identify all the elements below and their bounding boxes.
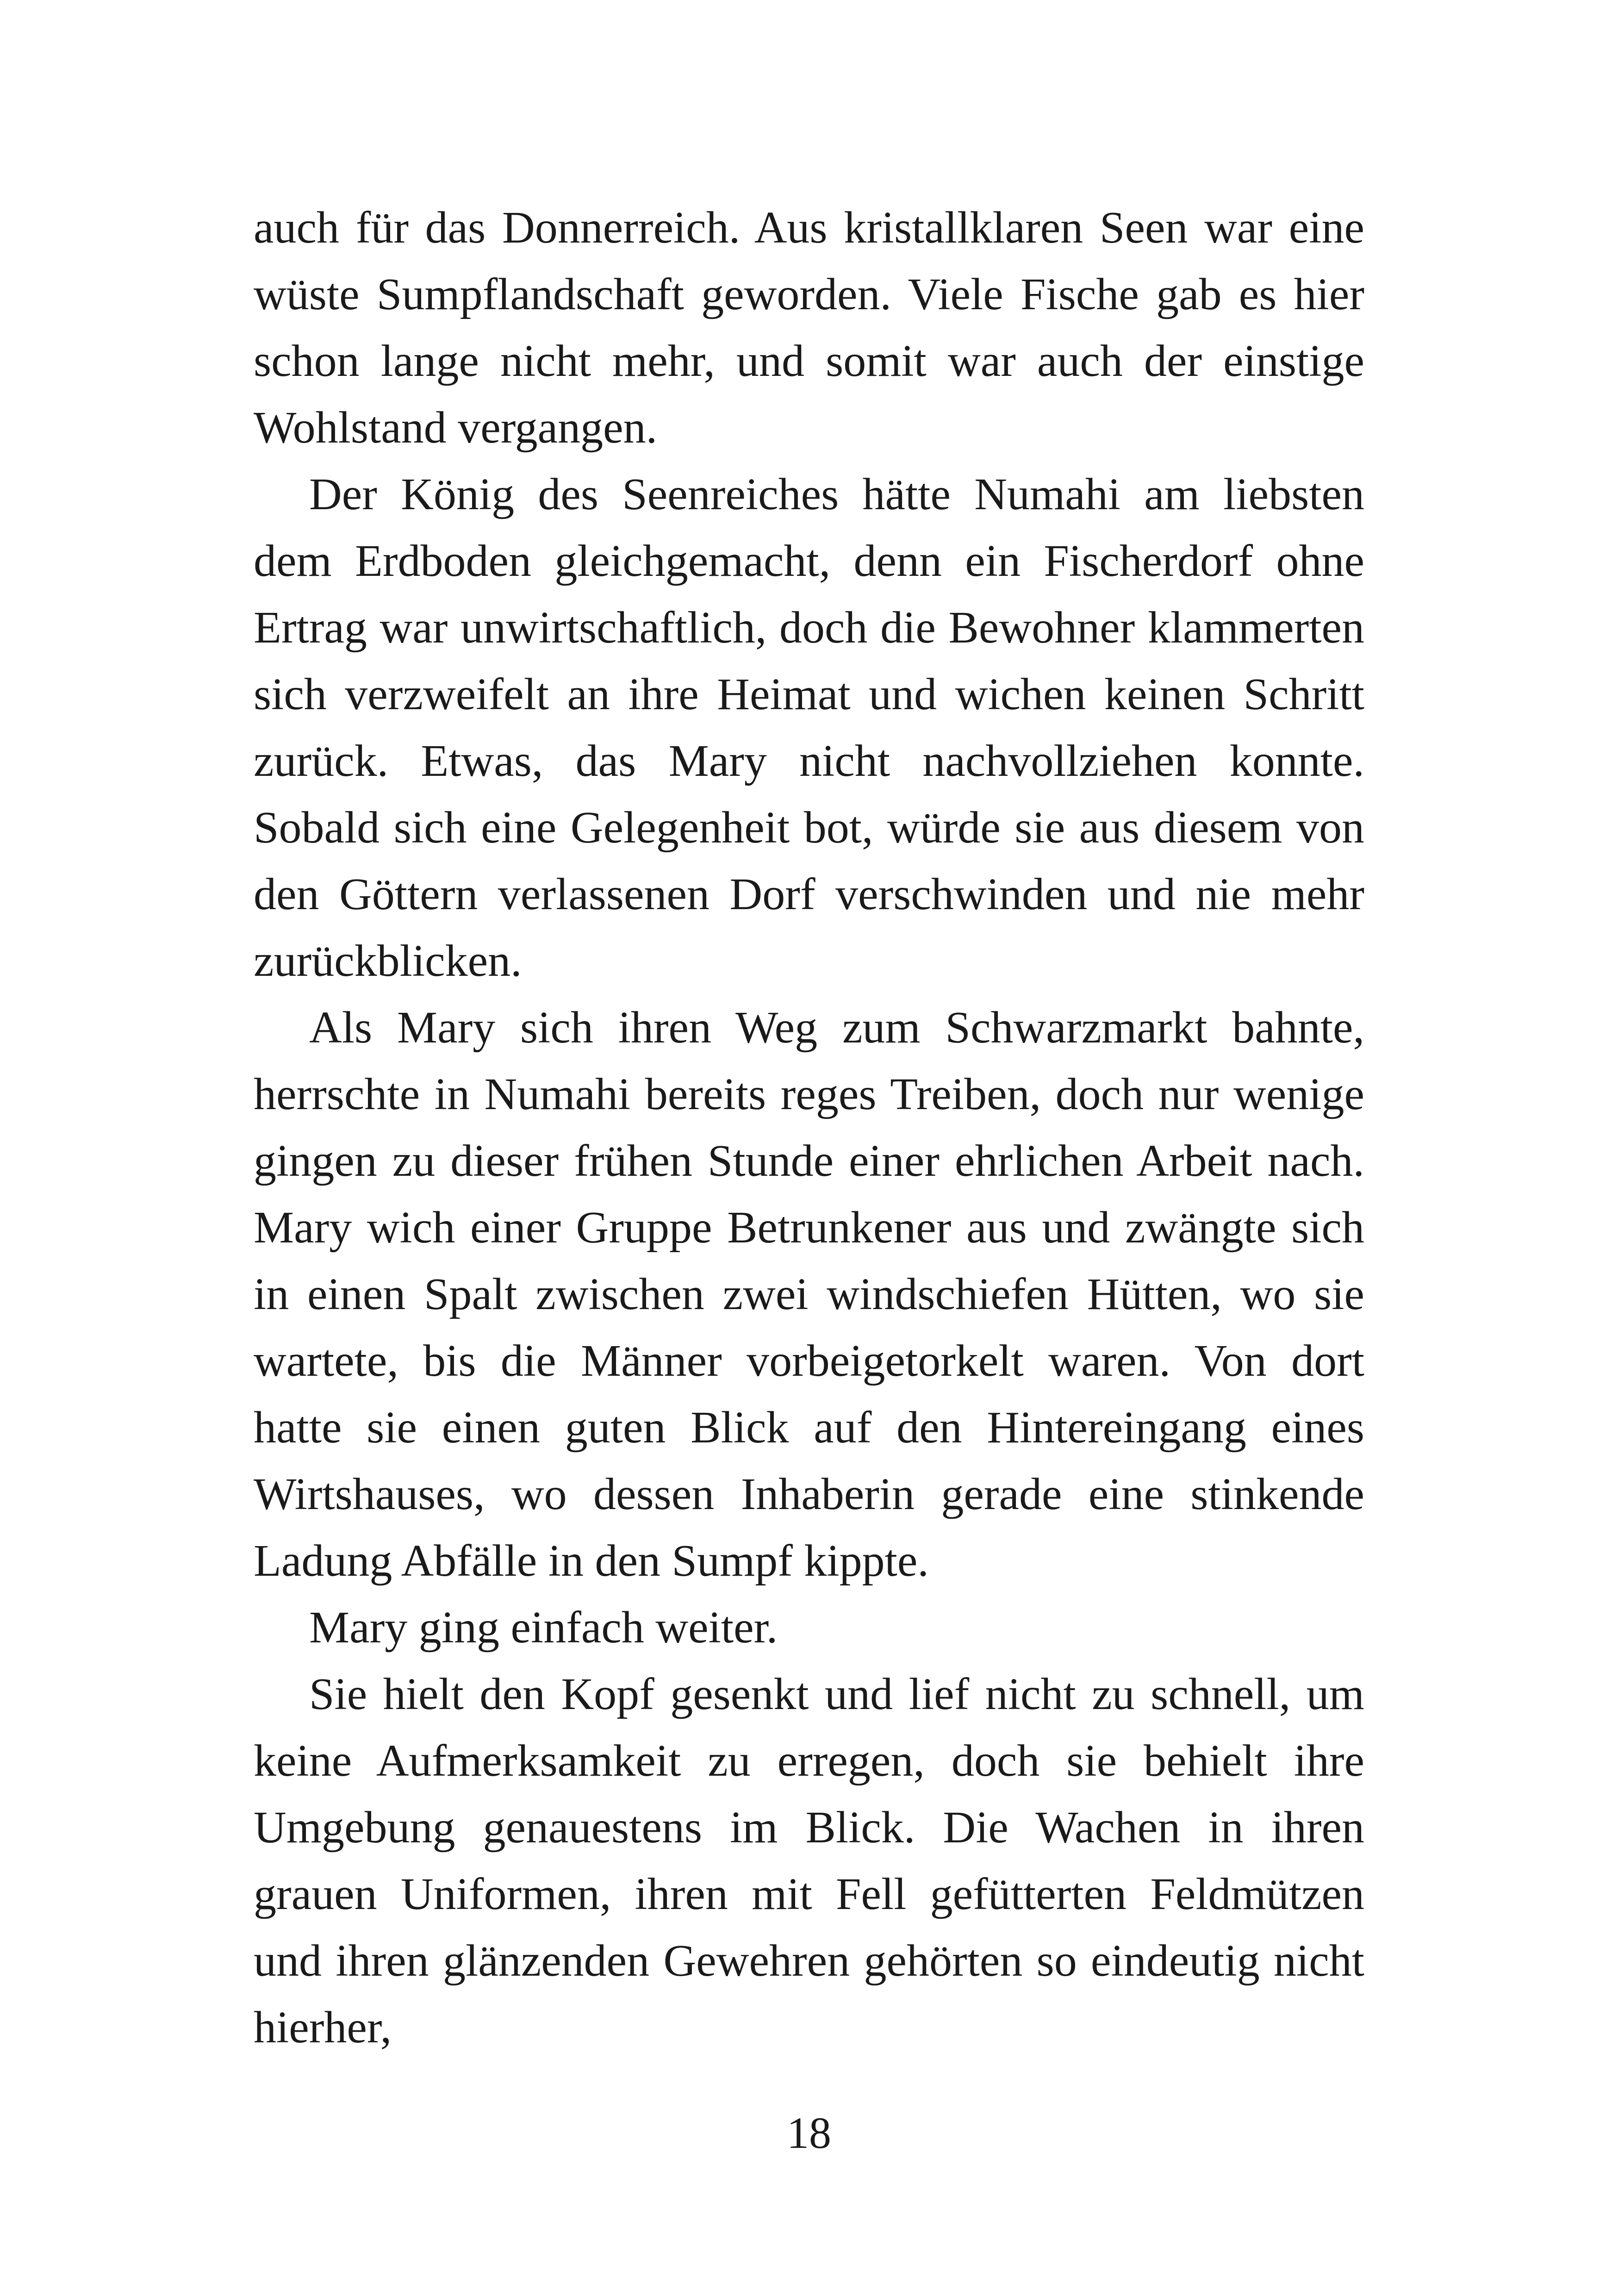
body-text bbox=[254, 194, 1364, 2061]
paragraph-5: Sie hielt den Kopf gesenkt und lief nicht zu schnell, um keine Aufmerksamkeit zu erregen, doch sie behielt ihre Umgebung genauestens im Blick. Die Wachen in ihren grauen Uniformen, ihren mit Fell gefütterten Feldmützen und ihren glänzenden Gewehren gehörten so eindeutig nicht hierher, bbox=[254, 1669, 1364, 2053]
page-number: 18 bbox=[787, 2108, 831, 2158]
paragraph-3: Als Mary sich ihren Weg zum Schwarzmarkt bahnte, herrschte in Numahi bereits reges Treiben, doch nur wenige gingen zu dieser frühen Stunde einer ehrlichen Arbeit nach. Mary wich einer Gruppe Betrunkener aus und zwängte sich in einen Spalt zwischen zwei windschiefen Hütten, wo sie wartete, bis die Männer vorbeigetorkelt waren. Von dort hatte sie einen guten Blick auf den Hintereingang eines Wirtshauses, wo dessen Inhaberin gerade eine stinkende Ladung Abfälle in den Sumpf kippte. bbox=[254, 1003, 1364, 1586]
paragraph-1: auch für das Donnerreich. Aus kristallklaren Seen war eine wüste Sumpflandschaft geworden. Viele Fische gab es hier schon lange nicht mehr, und somit war auch der einstige Wohlstand vergangen. bbox=[254, 203, 1364, 453]
paragraph-2: Der König des Seenreiches hätte Numahi am liebsten dem Erdboden gleichgemacht, denn ein Fischerdorf ohne Ertrag war unwirtschaftlich, doch die Bewohner klammerten sich verzweifelt an ihre Heimat und wichen keinen Schritt zurück. Etwas, das Mary nicht nachvollziehen konnte. Sobald sich eine Gelegenheit bot, würde sie aus diesem von den Göttern verlassenen Dorf verschwinden und nie mehr zurückblicken. bbox=[254, 469, 1364, 986]
paragraph-4: Mary ging einfach weiter. bbox=[309, 1603, 778, 1653]
